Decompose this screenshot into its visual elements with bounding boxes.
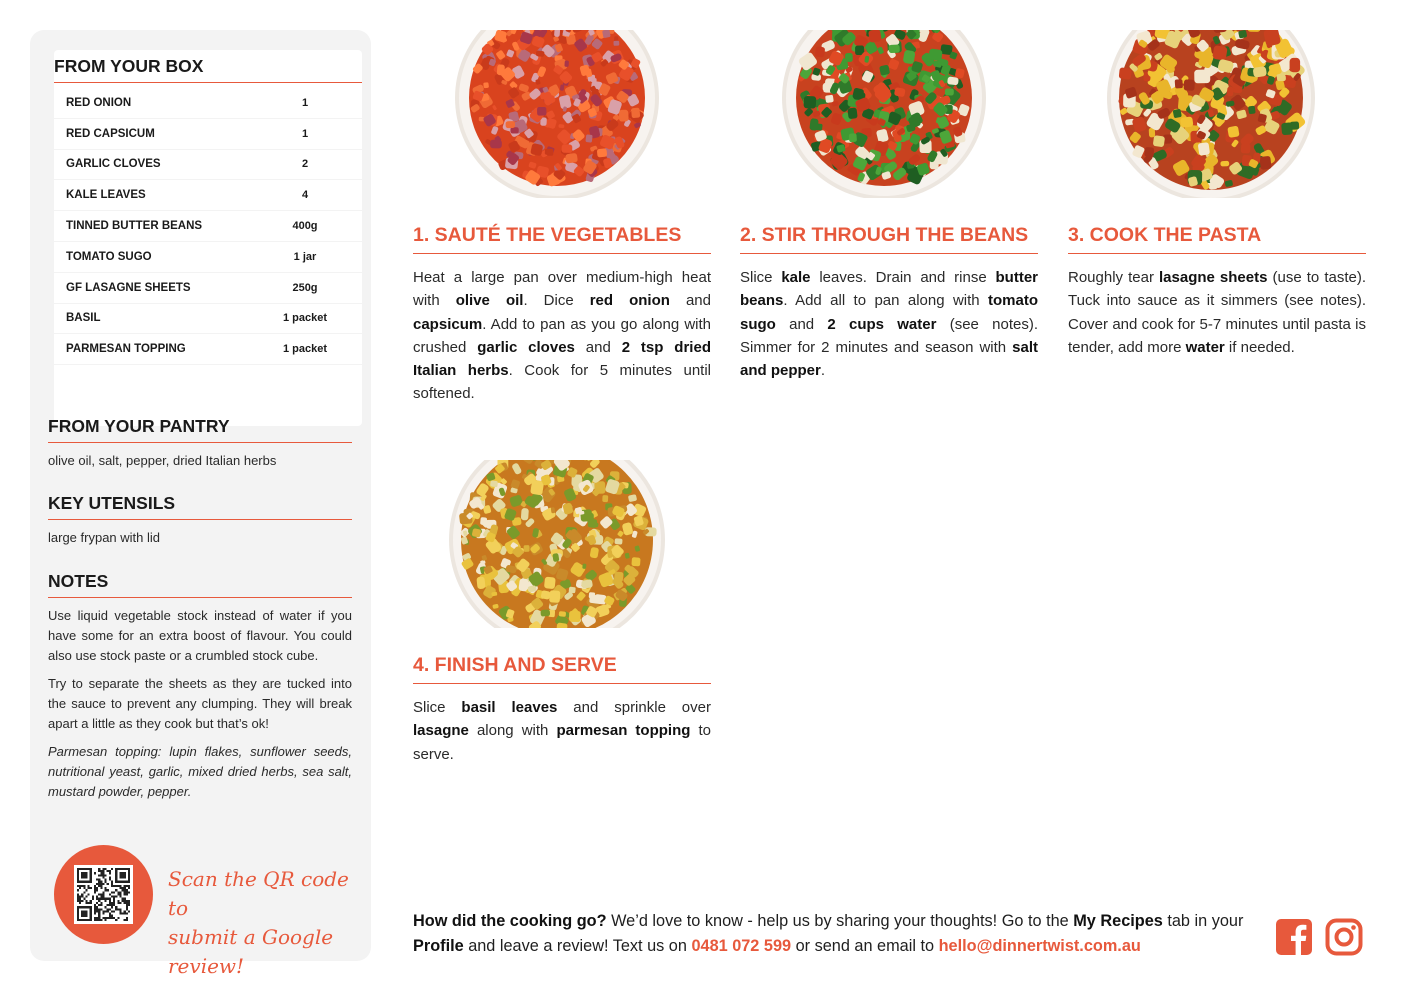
text-run: (use to taste). Tuck into sauce as it simmers (see notes). Cover and cook for 5-7 minutes until pasta is tender, add more <box>1068 269 1366 356</box>
emphasis-text: My Recipes <box>1073 912 1163 930</box>
text-run: if needed. <box>1224 338 1295 356</box>
ingredient-name: BASIL <box>66 312 101 325</box>
qr-badge <box>54 845 153 944</box>
instagram-icon[interactable] <box>1325 918 1363 956</box>
ingredient-row <box>54 211 362 242</box>
ingredient-row <box>54 304 362 335</box>
sauteed-vegetables-photo <box>453 30 661 198</box>
step-instructions <box>740 266 1038 382</box>
text-run: Slice <box>413 699 462 716</box>
text-run: . Cook for 5 minutes until softened. <box>413 362 711 403</box>
ingredient-name: RED CAPSICUM <box>66 127 155 140</box>
emphasis-text: 2 tsp dried Italian herbs <box>413 338 711 380</box>
pantry-text: olive oil, salt, pepper, dried Italian herbs <box>48 453 277 468</box>
emphasis-text: parmesan topping <box>556 722 691 740</box>
emphasis-text: salt and pepper <box>740 338 1038 380</box>
emphasis-text: lasagne sheets <box>1159 269 1268 286</box>
text-run: . Add to pan as you go along with crushed <box>413 315 711 356</box>
ingredient-name: KALE LEAVES <box>66 189 146 202</box>
text-run: Heat a large pan over medium-high heat with <box>413 269 711 310</box>
sidebar <box>30 30 371 978</box>
emphasis-text: 2 cups water <box>827 315 937 333</box>
ingredient-quantity: 1 packet <box>282 343 328 356</box>
utensils-text: large frypan with lid <box>48 530 160 545</box>
emphasis-text: basil leaves <box>461 699 558 716</box>
ingredient-row <box>54 180 362 211</box>
step-title: 3. COOK THE PASTA <box>1068 224 1366 254</box>
emphasis-text: How did the cooking go? <box>413 912 607 930</box>
step-3 <box>1068 30 1366 410</box>
qr-caption <box>168 865 358 981</box>
emphasis-text: red onion <box>589 292 670 310</box>
from-your-box-heading: FROM YOUR BOX <box>54 56 362 83</box>
ingredient-quantity: 2 <box>301 158 309 171</box>
contact-link[interactable]: hello@dinnertwist.com.au <box>938 937 1141 955</box>
ingredient-name: RED ONION <box>66 96 132 109</box>
ingredient-name: PARMESAN TOPPING <box>66 343 186 356</box>
step-title: 2. STIR THROUGH THE BEANS <box>740 224 1038 254</box>
text-run: Roughly tear <box>1068 269 1159 286</box>
ingredient-row <box>54 242 362 273</box>
step-2 <box>740 30 1038 410</box>
emphasis-text: kale <box>781 269 811 286</box>
pasta-simmering-photo <box>1104 30 1318 198</box>
ingredient-name: TINNED BUTTER BEANS <box>66 220 203 233</box>
finished-lasagne-photo <box>447 460 667 628</box>
ingredient-name: GARLIC CLOVES <box>66 158 161 171</box>
ingredient-row <box>54 88 362 119</box>
text-run: or send an email to <box>791 937 939 955</box>
step-1 <box>413 30 711 410</box>
review-footer-text <box>413 909 1263 959</box>
emphasis-text: water <box>1185 338 1225 356</box>
emphasis-text: butter beans <box>740 269 1038 310</box>
text-run: (see notes). Simmer for 2 minutes and season with <box>740 315 1039 356</box>
text-run: Slice <box>740 269 782 286</box>
notes-paragraph: Use liquid vegetable stock instead of water if you have some for an extra boost of flavour. You could also use stock paste or a crumbled stock cube. <box>48 608 352 663</box>
ingredient-quantity: 1 <box>301 127 309 140</box>
ingredient-quantity: 1 jar <box>293 250 317 263</box>
ingredient-quantity: 400g <box>292 220 318 233</box>
text-run: to serve. <box>413 722 711 763</box>
text-run: tab in your <box>1162 912 1244 930</box>
utensils-section <box>48 493 352 548</box>
text-run: . Dice <box>523 292 590 310</box>
notes-paragraph: Parmesan topping: lupin flakes, sunflower seeds, nutritional yeast, garlic, mixed dried herbs, sea salt, mustard powder, pepper. <box>48 744 352 799</box>
step-title: 1. SAUTÉ THE VEGETABLES <box>413 224 711 254</box>
text-run: and sprinkle over <box>557 699 711 716</box>
pantry-section <box>48 416 352 471</box>
utensils-heading: KEY UTENSILS <box>48 493 352 520</box>
step-4 <box>413 460 711 780</box>
ingredient-row <box>54 273 362 304</box>
notes-heading: NOTES <box>48 571 352 598</box>
qr-caption-line: Scan the QR code to <box>168 867 349 920</box>
ingredient-name: TOMATO SUGO <box>66 250 152 263</box>
emphasis-text: lasagne <box>413 722 469 740</box>
text-run: . <box>820 362 826 380</box>
facebook-icon[interactable] <box>1275 918 1313 956</box>
emphasis-text: olive oil <box>455 292 524 310</box>
ingredient-quantity: 1 <box>301 96 309 109</box>
qr-review-block <box>54 845 354 978</box>
beans-kale-photo <box>780 30 988 198</box>
emphasis-text: garlic cloves <box>477 338 575 356</box>
qr-caption-line: submit a Google review! <box>168 925 334 978</box>
contact-link[interactable]: 0481 072 599 <box>691 937 792 955</box>
text-run: and <box>574 338 622 356</box>
ingredient-row <box>54 150 362 181</box>
step-title: 4. FINISH AND SERVE <box>413 654 711 684</box>
ingredient-row <box>54 334 362 365</box>
ingredient-quantity: 4 <box>301 189 309 202</box>
qr-code-icon[interactable] <box>74 865 133 924</box>
text-run: . Add all to pan along with <box>783 292 988 310</box>
pantry-heading: FROM YOUR PANTRY <box>48 416 352 443</box>
step-instructions <box>413 696 711 766</box>
text-run: leaves. Drain and rinse <box>810 269 996 286</box>
emphasis-text: capsicum <box>413 315 483 333</box>
from-your-box-card <box>54 50 362 426</box>
emphasis-text: Profile <box>413 937 464 955</box>
step-instructions <box>413 266 711 406</box>
ingredient-table <box>54 88 362 365</box>
text-run: and <box>775 315 828 333</box>
step-instructions <box>1068 266 1366 359</box>
emphasis-text: tomato sugo <box>740 292 1038 333</box>
text-run: and <box>669 292 711 310</box>
text-run: We’d love to know - help us by sharing your thoughts! Go to the <box>606 912 1074 930</box>
notes-section <box>48 571 352 802</box>
ingredient-name: GF LASAGNE SHEETS <box>66 281 191 294</box>
text-run: along with <box>468 722 557 740</box>
ingredient-quantity: 250g <box>292 281 318 294</box>
text-run: and leave a review! Text us on <box>463 937 692 955</box>
notes-paragraph: Try to separate the sheets as they are tucked into the sauce to prevent any clumping. They will break apart a little as they cook but that’s ok! <box>48 676 352 731</box>
ingredient-quantity: 1 packet <box>282 312 328 325</box>
ingredient-row <box>54 119 362 150</box>
